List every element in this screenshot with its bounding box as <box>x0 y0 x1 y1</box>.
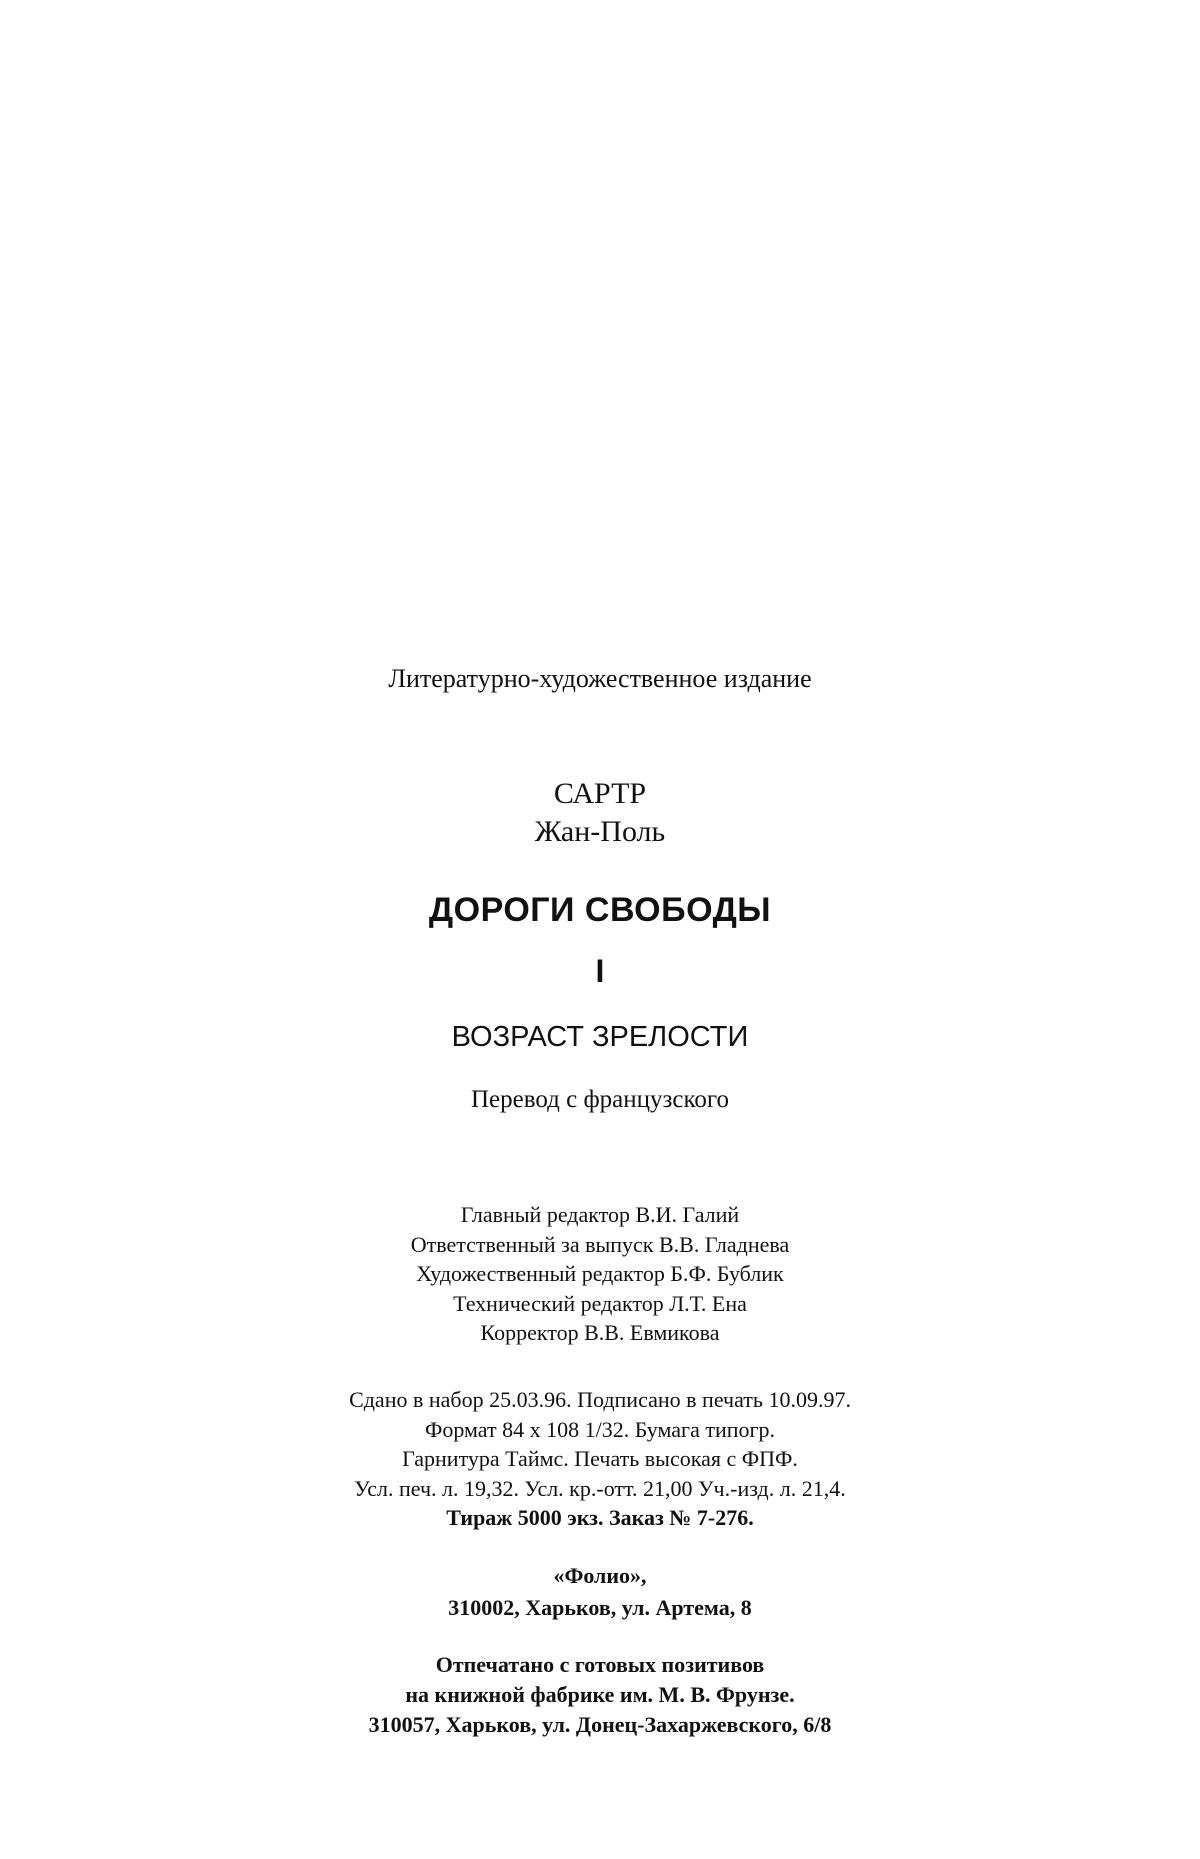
book-subtitle: ВОЗРАСТ ЗРЕЛОСТИ <box>451 1021 749 1053</box>
printer-line: Отпечатано с готовых позитивов <box>435 1652 765 1677</box>
editorial-credits <box>0 1200 1200 1348</box>
volume-number: I <box>595 953 605 989</box>
printing-line: Формат 84 x 108 1/32. Бумага типогр. <box>424 1416 776 1442</box>
credit-line: Художественный редактор Б.Ф. Бублик <box>416 1261 784 1286</box>
printing-line: Гарнитура Таймс. Печать высокая с ФПФ. <box>402 1446 798 1471</box>
printing-details <box>0 1385 1200 1533</box>
printer-line: на книжной фабрике им. М. В. Фрунзе. <box>405 1682 795 1707</box>
printing-line: Сдано в набор 25.03.96. Подписано в печать 10.09.97. <box>349 1387 851 1412</box>
credit-line: Главный редактор В.И. Галий <box>460 1202 740 1227</box>
translation-note: Перевод с французского <box>470 1086 729 1113</box>
author-name: Жан-Поль <box>534 815 666 848</box>
publisher-name: «Фолио», <box>553 1563 647 1588</box>
publisher-address: 310002, Харьков, ул. Артема, 8 <box>448 1595 752 1620</box>
credit-line: Корректор В.В. Евмикова <box>480 1320 720 1345</box>
print-run-line: Тираж 5000 экз. Заказ № 7-276. <box>446 1505 754 1530</box>
genre-label: Литературно-художественное издание <box>388 664 812 693</box>
publisher-info <box>0 1560 1200 1624</box>
book-title: ДОРОГИ СВОБОДЫ <box>428 891 772 929</box>
printing-line: Усл. печ. л. 19,32. Усл. кр.-отт. 21,00 Уч.-изд. л. 21,4. <box>354 1475 846 1501</box>
printer-line: 310057, Харьков, ул. Донец-Захаржевского, 6/8 <box>368 1712 832 1737</box>
credit-line: Технический редактор Л.Т. Ена <box>453 1290 747 1316</box>
author-surname: САРТР <box>553 777 647 810</box>
credit-line: Ответственный за выпуск В.В. Гладнева <box>410 1231 790 1257</box>
printer-info <box>0 1650 1200 1740</box>
